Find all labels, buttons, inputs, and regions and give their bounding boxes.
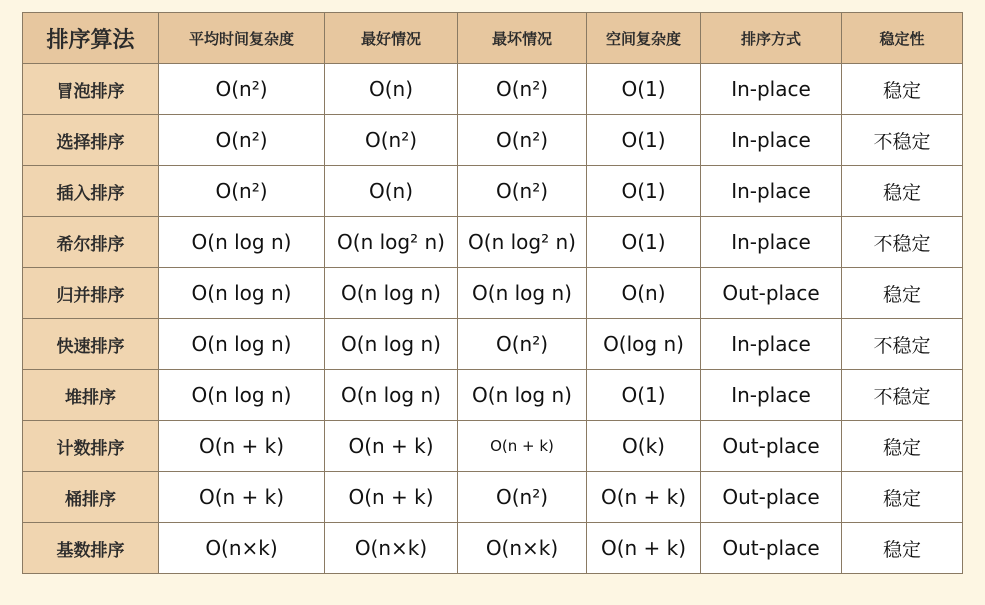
- cell-stability: 稳定: [842, 166, 963, 217]
- row-name: 选择排序: [23, 115, 159, 166]
- cell-space: O(n + k): [587, 523, 701, 574]
- row-name: 快速排序: [23, 319, 159, 370]
- cell-method: In-place: [701, 217, 842, 268]
- row-name: 冒泡排序: [23, 64, 159, 115]
- cell-worst: O(n×k): [458, 523, 587, 574]
- cell-space: O(1): [587, 166, 701, 217]
- header-row: [23, 13, 963, 64]
- table-row: [23, 370, 963, 421]
- cell-worst: O(n log n): [458, 370, 587, 421]
- sorting-complexity-table: [22, 12, 963, 574]
- cell-average: O(n log n): [159, 217, 325, 268]
- table-row: [23, 319, 963, 370]
- table-row: [23, 472, 963, 523]
- cell-method: In-place: [701, 370, 842, 421]
- row-name: 插入排序: [23, 166, 159, 217]
- cell-space: O(1): [587, 217, 701, 268]
- cell-method: In-place: [701, 319, 842, 370]
- cell-worst: O(n²): [458, 64, 587, 115]
- cell-space: O(1): [587, 370, 701, 421]
- cell-average: O(n log n): [159, 370, 325, 421]
- cell-worst: O(n²): [458, 115, 587, 166]
- cell-stability: 稳定: [842, 268, 963, 319]
- cell-method: Out-place: [701, 421, 842, 472]
- header-best-case: 最好情况: [325, 13, 458, 64]
- cell-worst: O(n²): [458, 319, 587, 370]
- cell-best: O(n²): [325, 115, 458, 166]
- header-average-time: 平均时间复杂度: [159, 13, 325, 64]
- cell-stability: 稳定: [842, 472, 963, 523]
- cell-average: O(n²): [159, 115, 325, 166]
- table-row: [23, 268, 963, 319]
- table-row: [23, 523, 963, 574]
- cell-average: O(n log n): [159, 268, 325, 319]
- cell-space: O(log n): [587, 319, 701, 370]
- cell-stability: 稳定: [842, 421, 963, 472]
- cell-best: O(n + k): [325, 472, 458, 523]
- cell-space: O(n): [587, 268, 701, 319]
- cell-stability: 稳定: [842, 523, 963, 574]
- cell-best: O(n log n): [325, 370, 458, 421]
- cell-space: O(k): [587, 421, 701, 472]
- cell-method: Out-place: [701, 472, 842, 523]
- table-frame: [14, 8, 964, 588]
- row-name: 计数排序: [23, 421, 159, 472]
- cell-space: O(1): [587, 64, 701, 115]
- row-name: 桶排序: [23, 472, 159, 523]
- row-name: 归并排序: [23, 268, 159, 319]
- cell-stability: 稳定: [842, 64, 963, 115]
- cell-space: O(n + k): [587, 472, 701, 523]
- header-method: 排序方式: [701, 13, 842, 64]
- cell-stability: 不稳定: [842, 217, 963, 268]
- table-row: [23, 217, 963, 268]
- cell-method: In-place: [701, 115, 842, 166]
- cell-space: O(1): [587, 115, 701, 166]
- cell-best: O(n×k): [325, 523, 458, 574]
- cell-worst: O(n log n): [458, 268, 587, 319]
- cell-best: O(n): [325, 64, 458, 115]
- cell-stability: 不稳定: [842, 319, 963, 370]
- cell-average: O(n + k): [159, 472, 325, 523]
- row-name: 基数排序: [23, 523, 159, 574]
- cell-best: O(n log n): [325, 268, 458, 319]
- cell-method: Out-place: [701, 268, 842, 319]
- cell-worst: O(n²): [458, 166, 587, 217]
- cell-best: O(n): [325, 166, 458, 217]
- table-row: [23, 166, 963, 217]
- row-name: 希尔排序: [23, 217, 159, 268]
- table-row: [23, 421, 963, 472]
- cell-average: O(n + k): [159, 421, 325, 472]
- cell-average: O(n×k): [159, 523, 325, 574]
- table-row: [23, 64, 963, 115]
- cell-method: In-place: [701, 64, 842, 115]
- header-space: 空间复杂度: [587, 13, 701, 64]
- header-stability: 稳定性: [842, 13, 963, 64]
- cell-method: Out-place: [701, 523, 842, 574]
- cell-worst: O(n²): [458, 472, 587, 523]
- cell-worst: O(n + k): [458, 421, 587, 472]
- cell-worst: O(n log² n): [458, 217, 587, 268]
- header-algorithm: 排序算法: [23, 13, 159, 64]
- cell-stability: 不稳定: [842, 115, 963, 166]
- cell-method: In-place: [701, 166, 842, 217]
- cell-average: O(n log n): [159, 319, 325, 370]
- cell-average: O(n²): [159, 166, 325, 217]
- cell-stability: 不稳定: [842, 370, 963, 421]
- header-worst-case: 最坏情况: [458, 13, 587, 64]
- cell-average: O(n²): [159, 64, 325, 115]
- cell-best: O(n + k): [325, 421, 458, 472]
- cell-best: O(n log² n): [325, 217, 458, 268]
- cell-best: O(n log n): [325, 319, 458, 370]
- table-row: [23, 115, 963, 166]
- row-name: 堆排序: [23, 370, 159, 421]
